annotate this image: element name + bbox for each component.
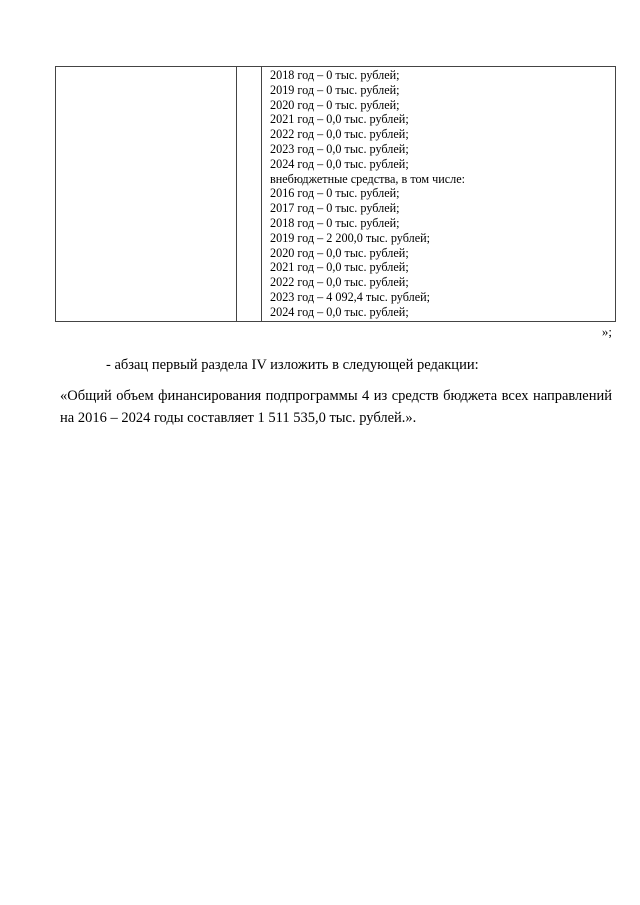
funding-line: 2019 год – 0 тыс. рублей; [270, 82, 400, 97]
funding-line: 2020 год – 0 тыс. рублей; [270, 97, 400, 112]
funding-line: 2022 год – 0,0 тыс. рублей; [270, 275, 409, 290]
funding-table [55, 66, 616, 322]
funding-line: 2022 год – 0,0 тыс. рублей; [270, 127, 409, 142]
funding-line: 2024 год – 0,0 тыс. рублей; [270, 156, 409, 171]
table-cell-empty [237, 67, 262, 322]
closing-quote-mark: »; [601, 324, 612, 339]
funding-line: 2024 год – 0,0 тыс. рублей; [270, 304, 409, 319]
funding-line: 2023 год – 4 092,4 тыс. рублей; [270, 289, 431, 304]
funding-line: 2017 год – 0 тыс. рублей; [270, 201, 400, 216]
table-cell-empty [56, 67, 237, 322]
quoted-amendment-paragraph: «Общий объем финансирования подпрограммы 4 из средств бюджета всех направлений на 2016 – 2024 годы составляет 1 511 535,0 тыс. рублей.». [60, 388, 612, 426]
funding-line: 2020 год – 0,0 тыс. рублей; [270, 245, 409, 260]
funding-line: 2018 год – 0 тыс. рублей; [270, 68, 400, 82]
funding-line: 2018 год – 0 тыс. рублей; [270, 215, 400, 230]
funding-line: 2021 год – 0,0 тыс. рублей; [270, 112, 409, 127]
table-row [56, 67, 616, 322]
funding-breakdown-cell [262, 67, 616, 322]
funding-section-heading: внебюджетные средства, в том числе: [270, 171, 466, 186]
instruction-paragraph: - абзац первый раздела IV изложить в следующей редакции: [106, 357, 479, 373]
funding-line: 2021 год – 0,0 тыс. рублей; [270, 260, 409, 275]
funding-line: 2023 год – 0,0 тыс. рублей; [270, 141, 409, 156]
funding-line: 2016 год – 0 тыс. рублей; [270, 186, 400, 201]
funding-line: 2019 год – 2 200,0 тыс. рублей; [270, 230, 431, 245]
